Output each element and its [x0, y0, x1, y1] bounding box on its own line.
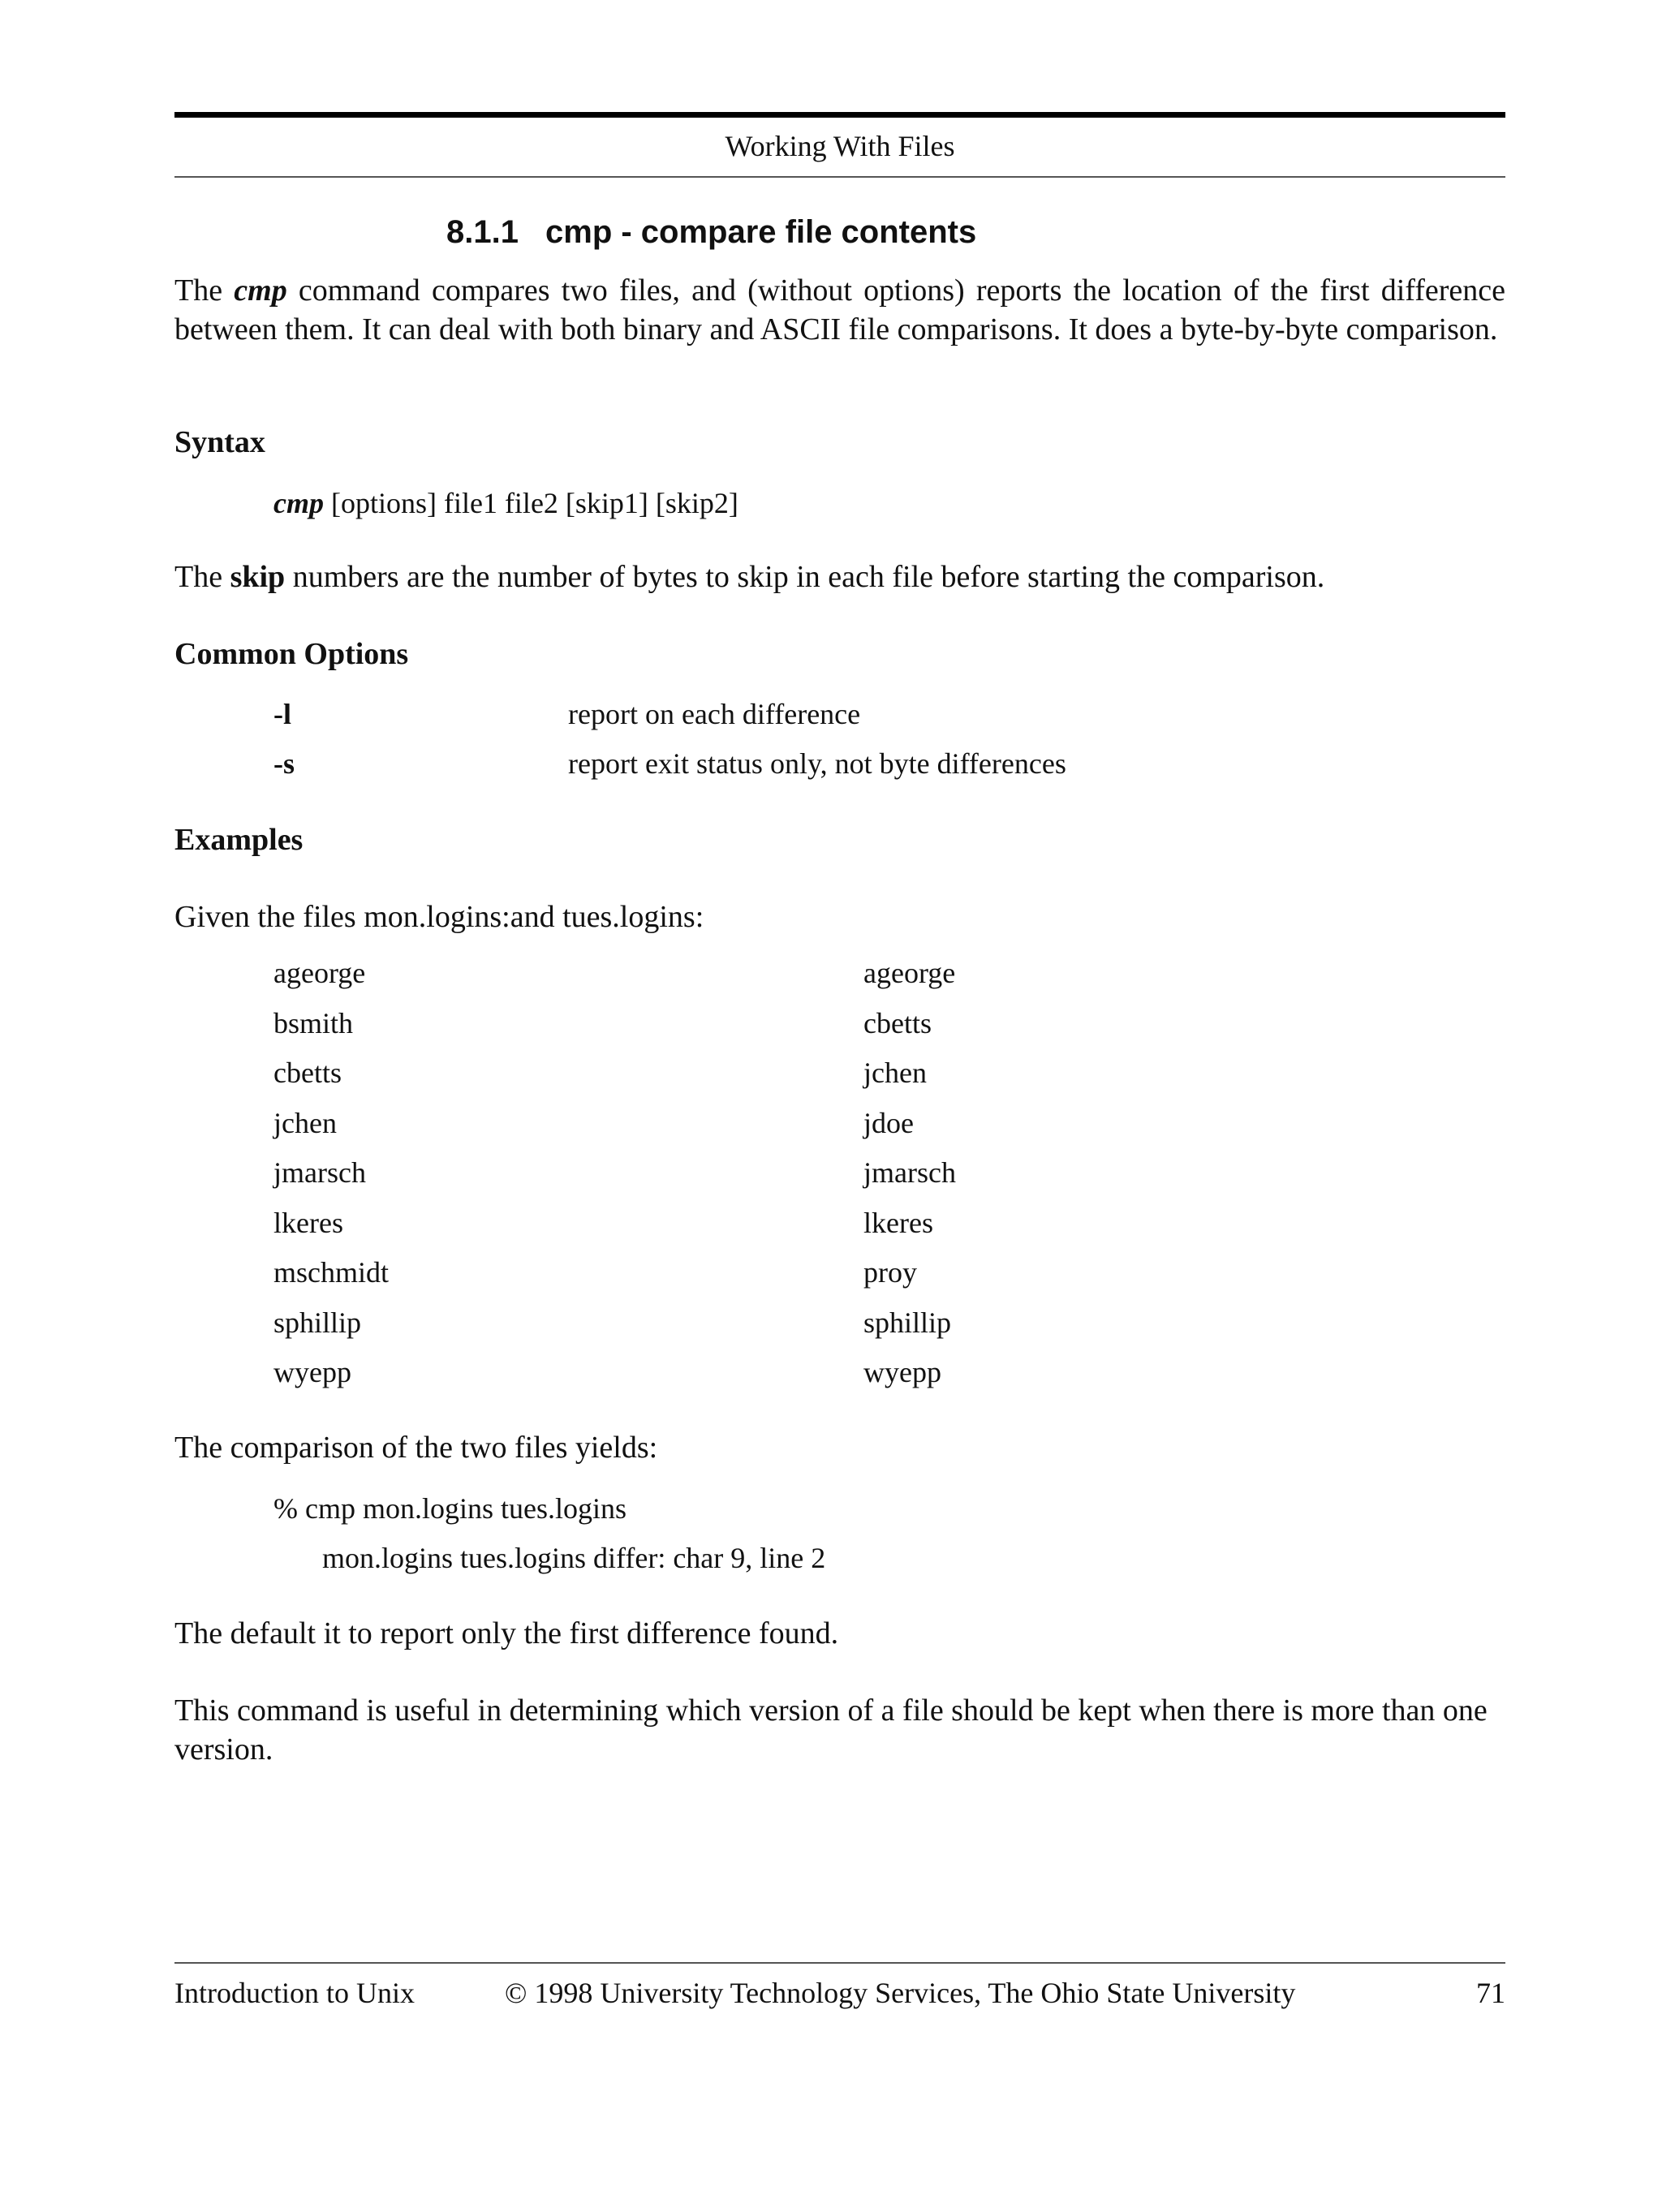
intro-text: command compares two files, and (without options) reports the location of the first difference between them. It can deal with both binary and ASCII file comparisons. It does a byte-by-byte comparison.: [174, 273, 1505, 346]
cmp-output-line: mon.logins tues.logins differ: char 9, line 2: [322, 1542, 826, 1574]
cmp-command-line: % cmp mon.logins tues.logins: [273, 1492, 626, 1525]
mon-login-entry: mschmidt: [273, 1256, 389, 1289]
skip-text: numbers are the number of bytes to skip in each file before starting the comparison.: [292, 560, 1325, 594]
comparison-yields-text: The comparison of the two files yields:: [174, 1431, 658, 1465]
footer-rule: [174, 1962, 1505, 1964]
common-options-heading: Common Options: [174, 637, 409, 671]
file-row: [273, 1254, 1247, 1305]
tues-login-entry: jchen: [863, 1057, 927, 1089]
intro-cmd: cmp: [234, 273, 287, 308]
syntax-line: [273, 485, 738, 521]
examples-heading: Examples: [174, 823, 304, 857]
section-title-text: cmp - compare file contents: [545, 214, 977, 250]
tues-login-entry: jdoe: [863, 1106, 914, 1139]
section-number: 8.1.1: [446, 214, 519, 250]
option-description: report exit status only, not byte differences: [568, 747, 1066, 780]
tues-login-entry: lkeres: [863, 1206, 933, 1239]
option-flag: -l: [273, 698, 291, 730]
tues-login-entry: cbetts: [863, 1006, 932, 1039]
footer-book-title: Introduction to Unix: [174, 1977, 415, 2009]
file-row: [273, 1205, 1247, 1255]
file-row: [273, 1055, 1247, 1105]
given-files-text: Given the files mon.logins:and tues.logins:: [174, 900, 704, 934]
tues-login-entry: sphillip: [863, 1306, 952, 1339]
option-flag: -s: [273, 747, 295, 780]
footer-copyright: © 1998 University Technology Services, The Ohio State University: [505, 1977, 1296, 2009]
mon-login-entry: jchen: [273, 1106, 337, 1139]
file-row: [273, 1105, 1247, 1155]
section-title: [446, 213, 976, 252]
mon-login-entry: bsmith: [273, 1006, 354, 1039]
file-row: [273, 1305, 1247, 1355]
file-row: [273, 955, 1247, 1005]
file-row: [273, 1005, 1247, 1056]
skip-paragraph: [174, 557, 1505, 596]
usefulness-note: This command is useful in determining which version of a file should be kept when there is more than one version.: [174, 1693, 1488, 1767]
syntax-heading: Syntax: [174, 425, 265, 459]
file-row: [273, 1155, 1247, 1205]
page-footer: [174, 1975, 1505, 2011]
tues-login-entry: ageorge: [863, 957, 956, 989]
syntax-cmd: cmp: [273, 487, 324, 519]
option-row: [273, 746, 1491, 781]
running-head: Working With Files: [725, 130, 955, 162]
mon-login-entry: jmarsch: [273, 1156, 366, 1189]
top-rule: [174, 112, 1505, 118]
intro-paragraph: [174, 271, 1505, 349]
mon-login-entry: ageorge: [273, 957, 366, 989]
mon-login-entry: cbetts: [273, 1057, 342, 1089]
option-row: [273, 696, 1491, 732]
tues-login-entry: wyepp: [863, 1356, 941, 1388]
skip-word: skip: [230, 560, 286, 594]
file-row: [273, 1354, 1247, 1405]
syntax-args: [options] file1 file2 [skip1] [skip2]: [330, 487, 738, 519]
mon-login-entry: sphillip: [273, 1306, 362, 1339]
login-files-listing: [273, 955, 1247, 1405]
header-rule: [174, 176, 1505, 178]
option-description: report on each difference: [568, 698, 861, 730]
mon-login-entry: lkeres: [273, 1206, 343, 1239]
mon-login-entry: wyepp: [273, 1356, 351, 1388]
intro-the: The: [174, 273, 223, 308]
tues-login-entry: jmarsch: [863, 1156, 956, 1189]
page-number: 71: [1476, 1977, 1505, 2009]
skip-the: The: [174, 560, 223, 594]
default-note: The default it to report only the first difference found.: [174, 1616, 839, 1650]
tues-login-entry: proy: [863, 1256, 917, 1289]
